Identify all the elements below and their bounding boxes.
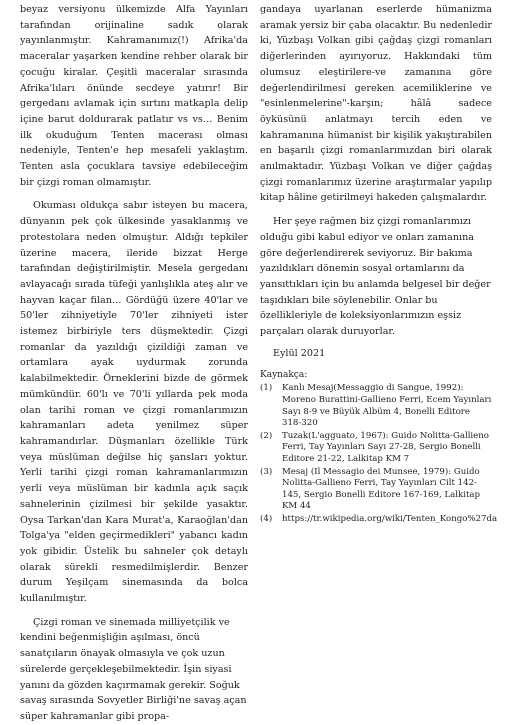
left-paragraph-3: Çizgi roman ve sinemada milliyetçilik ve kendini beğenmişliğin aşılması, öncü sanatçıların önayak olmasıyla ve çok uzun sürelerde gerçekleşebilmektedir. İşin siyasi yanını da gözden kaçırmamak gerekir. Soğuk savaş sırasında Sovyetler Birliği'ne savaş açan süper kahramanlar gibi propa- [20,616,247,722]
reference-text: Kanlı Mesaj(Messaggio di Sangue, 1992): Moreno Burattini-Gallieno Ferri, Ecem Yayınları Sayı 8-9 ve Büyük Albüm 4, Bonelli Editore 318-320 [282,383,492,429]
reference-text: Mesaj (Il Messagio dei Munsee, 1979): Guido Nolitta-Gallieno Ferri, Tay Yayınları Cilt 142-145, Sergio Bonelli Editore 167-169, Lalkitap KM 44 [282,466,481,512]
left-paragraph-2: Okuması oldukça sabır isteyen bu macera, dünyanın pek çok ülkesinde yasaklanmış ve protestolara neden olmuştur. Aldığı tepkiler üzerine macera, ileride bizzat Herge tarafından değiştirilmiştir. Mesela gergedanı avlayacağı sırada tüfeği yanlışlıkla ateş alır ve hayvan kaçar filan… Gördüğü üzere 40'lar ve 50'ler zihniyetiyle 70'ler zihniyeti ister istemez birbiriyle ters düşmektedir. Çizgi romanlar da yazıldığı çizildiği zaman ve ortamlara ayak uydurmak zorunda kalabilmektedir. Örneklerini bizde de görmek mümkündür. 60'lı ve 70'li yıllarda pek moda olan tarihi roman ve çizgi romanlarımızın kahramanları adeta yenilmez süper kahramandırlar. Düşmanları özellikle Türk veya müslüman değilse hiç şansları yoktur. Yerli tarihi çizgi roman kahramanlarımızın yerli veya müslüman bir kadınla açık saçık sahnelerinin çizilmesi bir şekilde yasaktır. Oysa Tarkan'dan Kara Murat'a, Karaoğlan'dan Tolga'ya "elden geçirmedikleri" yabancı kadın yok gibidir. Üstelik bu sahneler çok detaylı olarak sürekli resmedilmişlerdir. Benzer durum Yeşilçam sinemasında da bolca kullanılmıştır. [20,200,248,605]
sources-heading: Kaynakça: [260,370,308,381]
reference-link[interactable]: https://tr.wikipedia.org/wiki/Tenten_Kongo%27da [282,514,498,524]
reference-number: (4) [260,514,273,524]
right-paragraph-1: gandaya uyarlanan eserlerde hümanizma aramak yersiz bir çaba olacaktır. Bu nedenledir ki, Yüzbaşı Volkan gibi çağdaş çizgi romanları diğerlerinden ayırıyoruz. Hakkındaki tüm olumsuz eleştirilere-ve zamanına göre değerlendirilmesi gereken acemiliklerine ve "esinlenmelerine"-karşın; hâlâ sadece öyküsünü anlatmayı tercih eden ve kahramanına hümanist bir kişilik yakıştırabilen en başarılı çizgi romanlarımızdan biri olarak anılmaktadır. Yüzbaşı Volkan ve diğer çağdaş çizgi romanlarımız üzerine araştırmalar yapılıp kitap hâline getirilmeyi hakeden çalışmalardır. [260,4,492,204]
reference-list [260,383,498,525]
reference-item [260,514,498,526]
reference-number: (3) [260,466,273,477]
left-column [20,2,248,725]
reference-item [260,431,492,466]
reference-text: Tuzak(L'agguato, 1967): Guido Nolitta-Gallieno Ferri, Tay Yayınları Sayı 27-28, Sergio Bonelli Editore 21-22, Lalkitap KM 7 [282,430,489,465]
reference-number: (2) [260,430,273,441]
right-column [260,2,498,527]
reference-item [260,467,492,513]
reference-number: (1) [260,383,273,394]
left-paragraph-1: beyaz versiyonu ülkemizde Alfa Yayınları tarafından orijinaline sadık olarak yayınlanmıştır. Kahramanımız(!) Afrika'da maceralar yaşarken kendine rehber olarak bir çocuğu kiralar. Çeşitli maceralar sırasında Afrika'lıları önünde secdeye yatırır! Bir gergedanı avlamak için sırtını matkapla delip içine barut doldurarak patlatır vs vs… Benim ilk okuduğum Tenten macerası olması nedeniyle, Tenten'e hep mesafeli yaklaştım. Tenten asla çocuklara tavsiye edebileceğim bir çizgi roman olmamıştır. [20,4,248,188]
right-paragraph-2: Her şeye rağmen biz çizgi romanlarımızı olduğu gibi kabul ediyor ve onları zamanına göre değerlendirerek seviyoruz. Bir bakıma yazıldıkları dönemin sosyal ortamlarını da yansıttıkları için bu anlamda belgesel bir değer taşıdıkları bile söylenebilir. Onlar bu özellikleriyle de koleksiyonlarımızın eşsiz parçaları olarak duruyorlar. [260,216,491,338]
reference-item [260,383,492,429]
article-date: Eylül 2021 [273,347,326,359]
